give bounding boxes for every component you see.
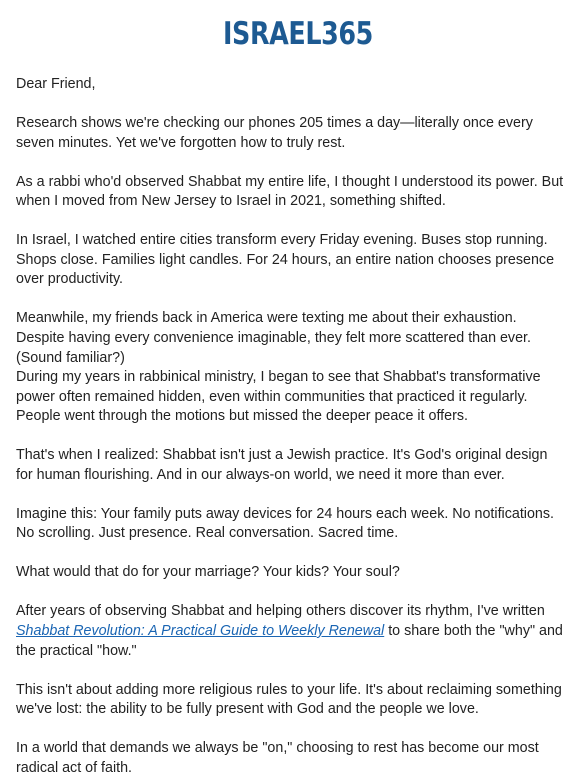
paragraph-questions: What would that do for your marriage? Your kids? Your soul? — [16, 564, 400, 581]
book-link[interactable]: Shabbat Revolution: A Practical Guide to Weekly Renewal — [16, 623, 385, 639]
book-text-after: to share both the "why" and the practical "how." — [16, 623, 563, 659]
paragraph-israel: In Israel, I watched entire cities transform every Friday evening. Buses stop running. Shops close. Families light candles. For 24 hours, an entire nation chooses presence over productivity. — [16, 232, 555, 288]
paragraph-reclaiming: This isn't about adding more religious rules to your life. It's about reclaiming something we've lost: the ability to be fully present with God and the people we love. — [16, 681, 562, 718]
book-text-before: After years of observing Shabbat and helping others discover its rhythm, I've written — [16, 603, 545, 620]
paragraph-radical-faith: In a world that demands we always be "on," choosing to rest has become our most radical act of faith. — [16, 740, 539, 774]
greeting: Dear Friend, — [16, 76, 96, 92]
paragraph-book — [16, 602, 568, 661]
paragraph-realized: That's when I realized: Shabbat isn't just a Jewish practice. It's God's original design for human flourishing. And in our always-on world, we need it more than ever. — [16, 447, 548, 483]
paragraph-phones: Research shows we're checking our phones 205 times a day—literally once every seven minutes. Yet we've forgotten how to truly rest. — [16, 114, 533, 151]
paragraph-imagine: Imagine this: Your family puts away devices for 24 hours each week. No notifications. No scrolling. Just presence. Real conversation. Sacred time. — [16, 505, 555, 542]
israel365-logo[interactable]: ISRAEL365 — [223, 16, 373, 52]
paragraph-america: Meanwhile, my friends back in America were texting me about their exhaustion. Despite having every convenience imaginable, they felt more scattered than ever. (Sound familiar?) — [16, 310, 531, 366]
header — [16, 0, 568, 62]
paragraph-ministry: During my years in rabbinical ministry, I began to see that Shabbat's transformative power often remained hidden, even within communities that practiced it regularly. People went through the motions but missed the deeper peace it offers. — [16, 369, 541, 425]
paragraph-rabbi: As a rabbi who'd observed Shabbat my entire life, I thought I understood its power. But when I moved from New Jersey to Israel in 2021, something shifted. — [16, 173, 564, 210]
